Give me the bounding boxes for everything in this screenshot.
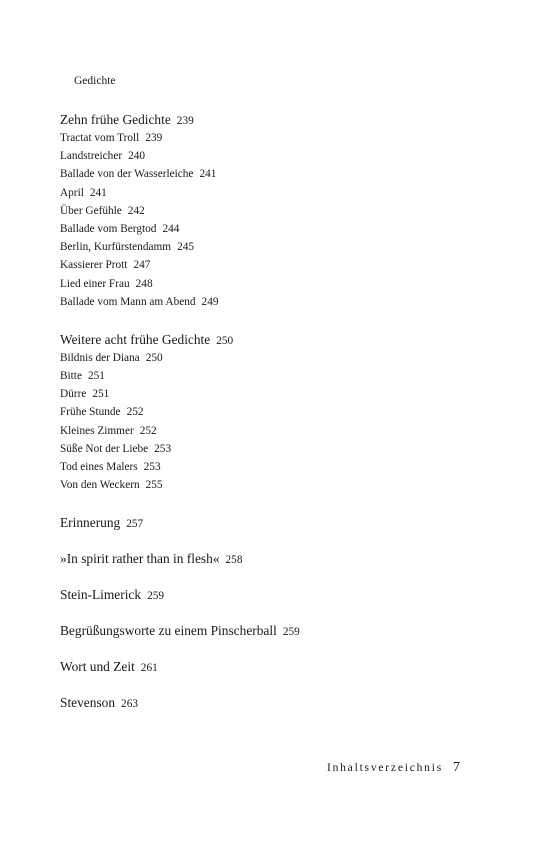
toc-entry-title: Ballade von der Wasserleiche [60, 168, 194, 181]
toc-entry-page-number: 244 [162, 223, 180, 235]
toc-entry [60, 441, 171, 457]
toc-entry [60, 423, 157, 439]
toc-entry-title: April [60, 186, 84, 199]
toc-entry [60, 276, 153, 292]
toc-entry-page-number: 247 [133, 259, 151, 272]
toc-entry-page-number: 255 [145, 479, 163, 492]
toc-entry-title: Landstreicher [60, 150, 123, 163]
toc-single-entry-page-number: 259 [282, 626, 300, 639]
toc-entry-title: Ballade vom Mann am Abend [60, 295, 196, 308]
toc-entry-title: Lied einer Frau [60, 277, 130, 290]
toc-entry [60, 350, 163, 366]
toc-entry-title: Kleines Zimmer [60, 424, 134, 437]
toc-entry-page-number: 242 [127, 204, 145, 217]
toc-section-heading [60, 331, 233, 350]
toc-entry [60, 459, 161, 475]
toc-entry-page-number: 241 [89, 186, 107, 199]
toc-entry [60, 130, 162, 146]
running-head-text: Gedichte [74, 75, 116, 87]
toc-entry-title: Kassierer Prott [60, 259, 128, 272]
toc-entry-page-number: 249 [201, 295, 219, 308]
toc-entry [60, 477, 163, 493]
toc-section-heading-page-number: 239 [176, 115, 194, 127]
toc-entry [60, 148, 145, 164]
toc-single-entry-title: Begrüßungsworte zu einem Pinscherball [60, 623, 277, 639]
footer-page-number: 7 [453, 760, 460, 775]
toc-entry [60, 221, 179, 237]
toc-entry-page-number: 252 [139, 424, 157, 437]
toc-entry-title: Frühe Stunde [60, 406, 121, 419]
toc-entry-title: Von den Weckern [60, 479, 140, 492]
toc-entry-title: Bildnis der Diana [60, 351, 140, 364]
toc-entry-title: Dürre [60, 388, 87, 401]
toc-entry-title: Berlin, Kurfürstendamm [60, 241, 172, 254]
toc-single-entry [60, 514, 143, 533]
toc-entry-page-number: 250 [145, 351, 163, 364]
toc-single-entry [60, 658, 158, 677]
toc-entry [60, 166, 216, 182]
toc-entry [60, 386, 109, 402]
toc-entry-page-number: 252 [126, 406, 144, 419]
toc-entry-title: Ballade vom Bergtod [60, 223, 157, 235]
toc-single-entry [60, 622, 300, 641]
toc-section-heading-page-number: 250 [216, 334, 234, 347]
toc-entry-title: Tod eines Malers [60, 461, 138, 473]
toc-single-entry-page-number: 259 [147, 590, 165, 603]
toc-entry-page-number: 253 [143, 461, 161, 473]
toc-entry [60, 203, 145, 219]
toc-entry-page-number: 245 [177, 241, 195, 254]
toc-section-heading-title: Zehn frühe Gedichte [60, 112, 171, 127]
toc-single-entry-title: Wort und Zeit [60, 659, 135, 675]
toc-entry-page-number: 248 [135, 277, 153, 290]
toc-entry-page-number: 241 [199, 168, 217, 181]
toc-single-entry-page-number: 263 [121, 698, 138, 711]
toc-entry-title: Süße Not der Liebe [60, 442, 149, 455]
page-footer [327, 760, 460, 776]
toc-entry-page-number: 240 [128, 150, 146, 163]
toc-entry [60, 257, 150, 273]
toc-entry [60, 185, 107, 201]
toc-single-entry-title: »In spirit rather than in flesh« [60, 551, 220, 567]
toc-entry-page-number: 253 [154, 442, 172, 455]
toc-single-entry [60, 550, 242, 569]
toc-single-entry-page-number: 258 [225, 554, 243, 567]
toc-single-entry [60, 694, 138, 713]
toc-entry-page-number: 251 [87, 370, 105, 382]
toc-entry-title: Über Gefühle [60, 204, 122, 217]
toc-entry-page-number: 251 [92, 388, 110, 401]
toc-entry-title: Tractat vom Troll [60, 132, 140, 144]
toc-section-heading-title: Weitere acht frühe Gedichte [60, 331, 211, 347]
toc-single-entry-page-number: 257 [126, 518, 144, 531]
running-head [74, 73, 116, 89]
toc-single-entry [60, 586, 164, 605]
toc-single-entry-title: Stein-Limerick [60, 587, 142, 603]
toc-entry [60, 368, 105, 384]
toc-entry [60, 239, 194, 255]
toc-entry-title: Bitte [60, 370, 82, 382]
toc-single-entry-page-number: 261 [140, 662, 158, 675]
toc-entry [60, 294, 219, 310]
toc-single-entry-title: Erinnerung [60, 515, 121, 531]
toc-entry-page-number: 239 [145, 132, 163, 144]
toc-section-heading [60, 111, 194, 130]
footer-section-label: Inhaltsverzeichnis [326, 762, 443, 774]
toc-single-entry-title: Stevenson [60, 695, 116, 711]
toc-entry [60, 404, 144, 420]
